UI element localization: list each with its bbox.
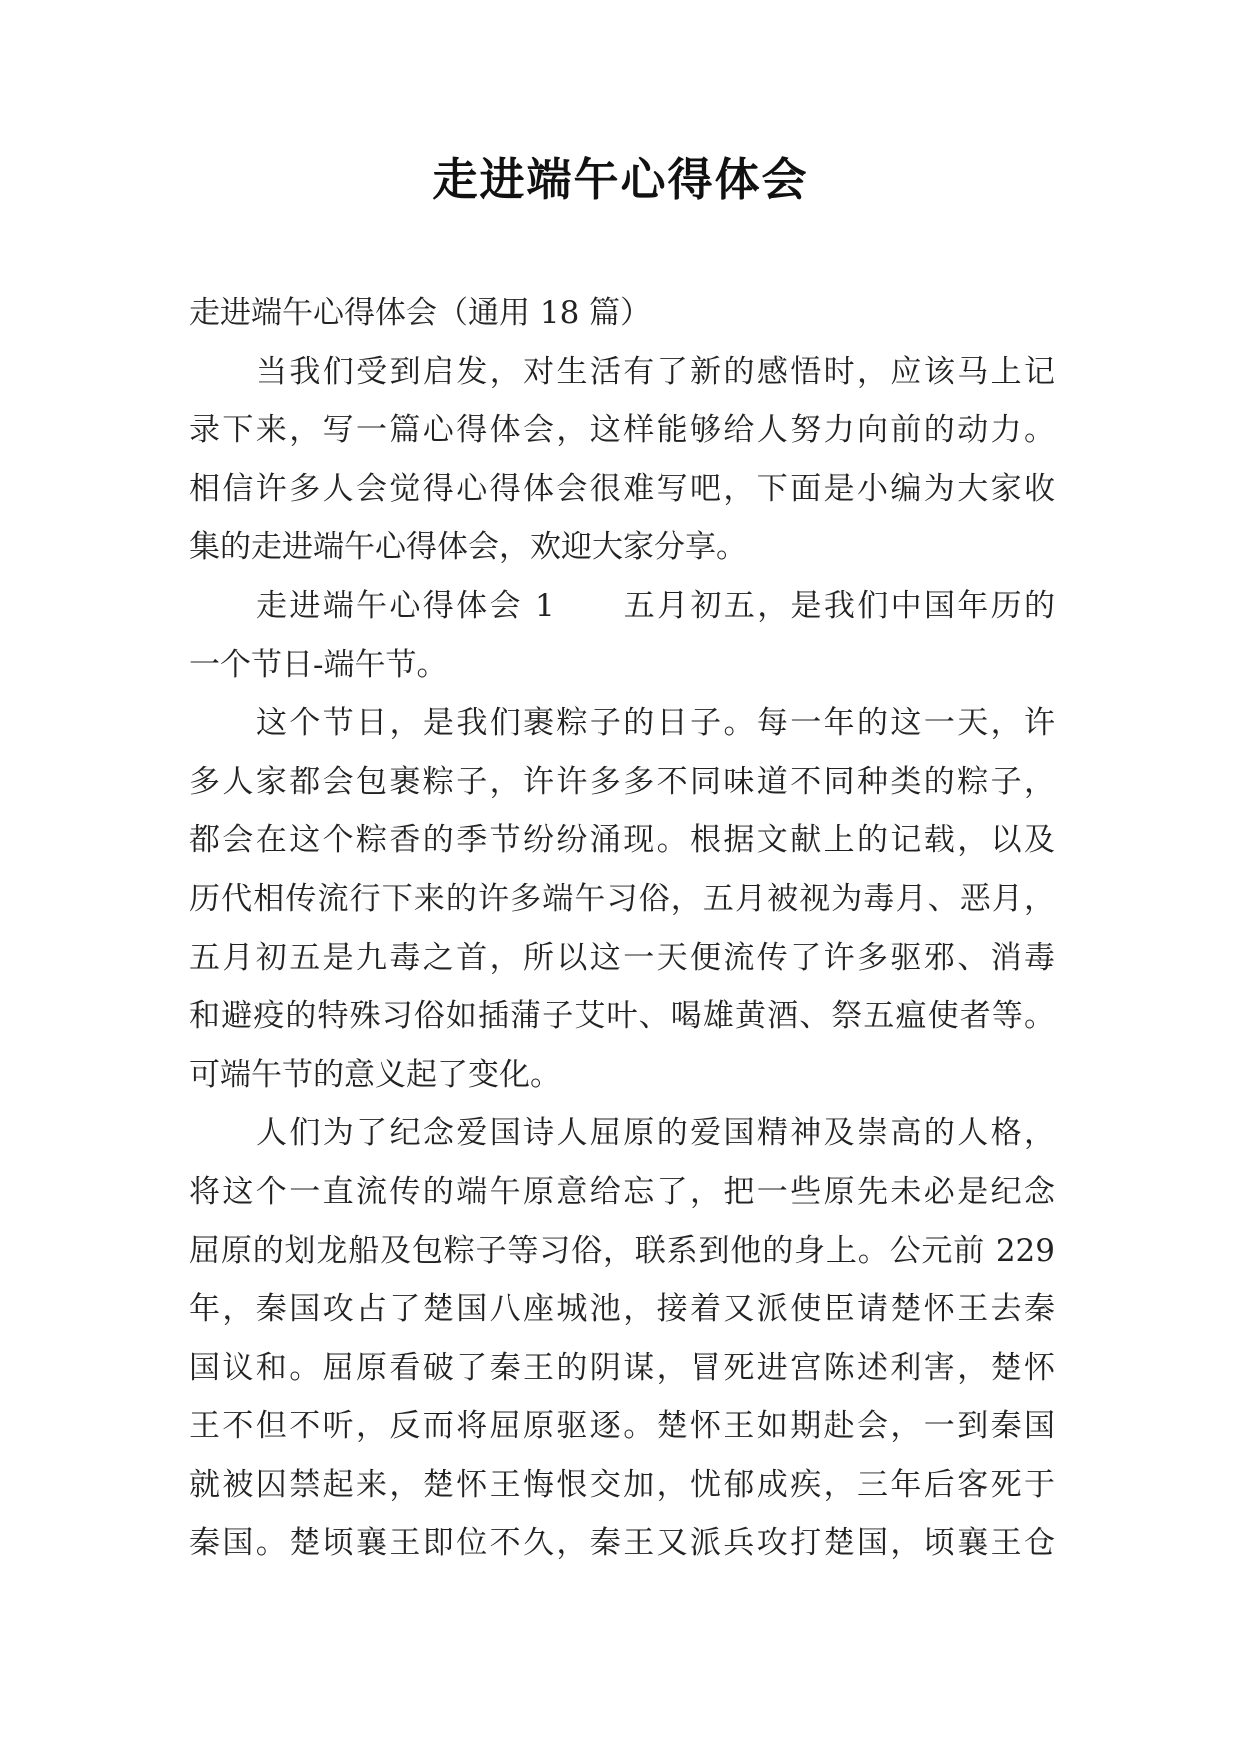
text-line: 录下来，写一篇心得体会，这样能够给人努力向前的动力。 <box>189 412 1055 449</box>
text-line: 历代相传流行下来的许多端午习俗，五月被视为毒月、恶月， <box>189 880 1055 917</box>
text-line: 当我们受到启发，对生活有了新的感悟时，应该马上记 <box>256 353 1055 390</box>
text-line: 集的走进端午心得体会，欢迎大家分享。 <box>189 529 747 566</box>
text-line: 走进端午心得体会 1 五月初五，是我们中国年历的 <box>256 587 1055 624</box>
document-body <box>189 284 1055 1573</box>
text-line: 国议和。屈原看破了秦王的阴谋，冒死进宫陈述利害，楚怀 <box>189 1349 1055 1386</box>
text-line: 走进端午心得体会（通用 18 篇） <box>189 295 652 331</box>
text-line: 都会在这个粽香的季节纷纷涌现。根据文献上的记载，以及 <box>189 822 1055 859</box>
text-line: 年，秦国攻占了楚国八座城池，接着又派使臣请楚怀王去秦 <box>189 1291 1055 1328</box>
text-line: 就被囚禁起来，楚怀王悔恨交加，忧郁成疾，三年后客死于 <box>189 1466 1055 1503</box>
text-line: 王不但不听，反而将屈原驱逐。楚怀王如期赴会，一到秦国 <box>189 1408 1055 1445</box>
text-line: 一个节日-端午节。 <box>189 646 448 683</box>
text-line: 秦国。楚顷襄王即位不久，秦王又派兵攻打楚国，顷襄王仓 <box>189 1525 1055 1562</box>
text-line: 多人家都会包裹粽子，许许多多不同味道不同种类的粽子， <box>189 763 1055 800</box>
text-line: 可端午节的意义起了变化。 <box>189 1056 561 1093</box>
text-line: 将这个一直流传的端午原意给忘了，把一些原先未必是纪念 <box>189 1173 1055 1210</box>
document-title: 走进端午心得体会 <box>432 153 809 206</box>
text-line: 和避疫的特殊习俗如插蒲子艾叶、喝雄黄酒、祭五瘟使者等。 <box>189 998 1055 1035</box>
text-line: 屈原的划龙船及包粽子等习俗，联系到他的身上。公元前 229 <box>189 1232 1055 1269</box>
text-line: 相信许多人会觉得心得体会很难写吧，下面是小编为大家收 <box>189 470 1055 507</box>
text-line: 这个节日，是我们裹粽子的日子。每一年的这一天，许 <box>256 705 1055 742</box>
text-line: 人们为了纪念爱国诗人屈原的爱国精神及崇高的人格， <box>256 1115 1055 1152</box>
text-line: 五月初五是九毒之首，所以这一天便流传了许多驱邪、消毒 <box>189 939 1055 976</box>
